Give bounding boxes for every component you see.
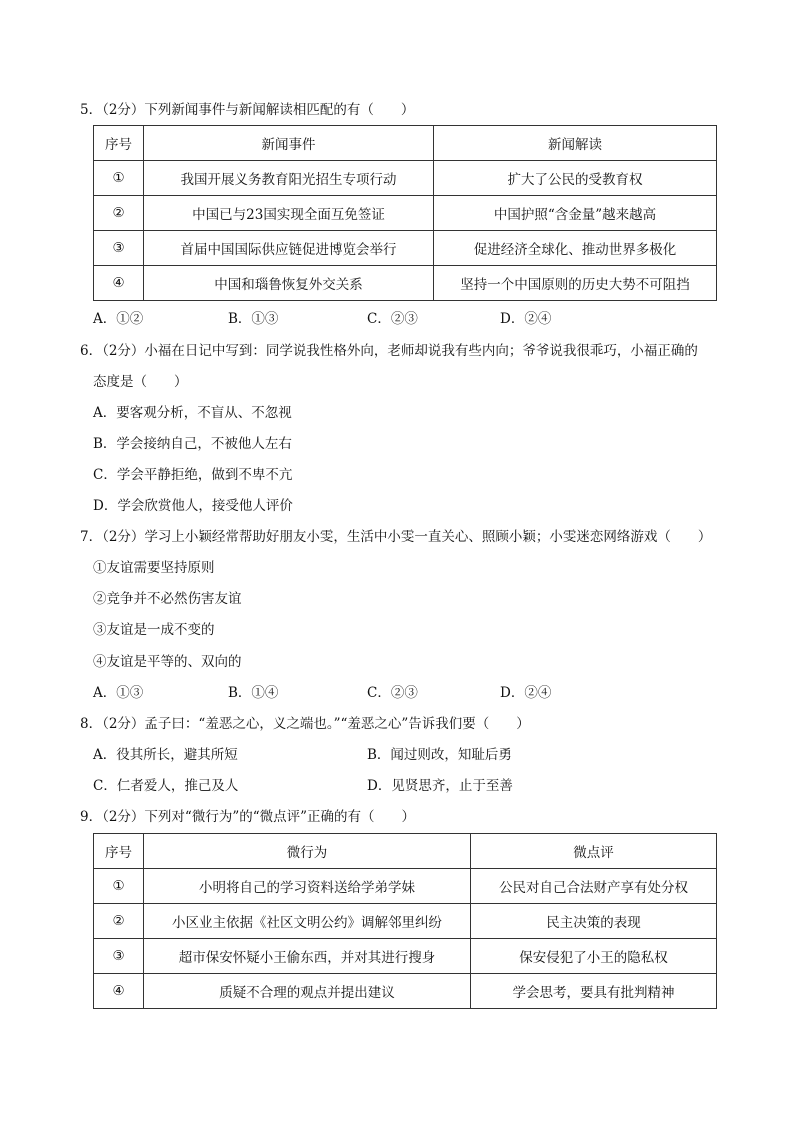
table-cell: ① — [94, 161, 144, 196]
table-cell: 质疑不合理的观点并提出建议 — [144, 974, 471, 1009]
header-cell: 序号 — [94, 834, 144, 869]
table-row — [94, 869, 717, 904]
header-cell: 新闻解读 — [434, 126, 717, 161]
q9-stem: 9．（2分）下列对“微行为”的“微点评”正确的有（ ） — [80, 809, 416, 825]
q7-statement: ②竞争并不必然伤害友谊 — [93, 591, 242, 607]
table-cell: 促进经济全球化、推动世界多极化 — [434, 231, 717, 266]
q6-stem-line1: 6．（2分）小福在日记中写到：同学说我性格外向，老师却说我有些内向；爷爷说我很乖巧，小福正确的 — [80, 343, 698, 359]
table-cell: ③ — [94, 231, 144, 266]
table-row — [94, 904, 717, 939]
table-cell: 中国护照“含金量”越来越高 — [434, 196, 717, 231]
table-row — [94, 161, 717, 196]
table-cell: ② — [94, 196, 144, 231]
q9-table — [93, 833, 717, 1009]
table-cell: 我国开展义务教育阳光招生专项行动 — [144, 161, 434, 196]
table-cell: 学会思考，要具有批判精神 — [471, 974, 717, 1009]
q7-option-b[interactable]: B．①④ — [228, 685, 279, 701]
q5-stem: 5．（2分）下列新闻事件与新闻解读相匹配的有（ ） — [80, 102, 415, 118]
table-header-row — [94, 834, 717, 869]
q6-option-b[interactable]: B．学会接纳自己，不被他人左右 — [93, 436, 292, 452]
q8-option-d[interactable]: D．见贤思齐，止于至善 — [367, 778, 513, 794]
q8-option-c[interactable]: C．仁者爱人，推己及人 — [93, 778, 239, 794]
q5-option-b[interactable]: B．①③ — [228, 311, 279, 327]
q7-option-a[interactable]: A．①③ — [93, 685, 144, 701]
q7-statement: ①友谊需要坚持原则 — [93, 560, 215, 576]
table-cell: 坚持一个中国原则的历史大势不可阻挡 — [434, 266, 717, 301]
table-cell: 民主决策的表现 — [471, 904, 717, 939]
q6-option-d[interactable]: D．学会欣赏他人，接受他人评价 — [93, 498, 293, 514]
table-row — [94, 974, 717, 1009]
q5-table — [93, 125, 717, 301]
header-cell: 新闻事件 — [144, 126, 434, 161]
q6-option-a[interactable]: A．要客观分析，不盲从、不忽视 — [93, 405, 292, 421]
table-cell: ④ — [94, 266, 144, 301]
table-row — [94, 231, 717, 266]
table-cell: 公民对自己合法财产享有处分权 — [471, 869, 717, 904]
q6-option-c[interactable]: C．学会平静拒绝，做到不卑不亢 — [93, 467, 293, 483]
q5-option-d[interactable]: D．②④ — [500, 311, 552, 327]
q5-option-a[interactable]: A．①② — [93, 311, 144, 327]
table-cell: 保安侵犯了小王的隐私权 — [471, 939, 717, 974]
table-cell: 小明将自己的学习资料送给学弟学妹 — [144, 869, 471, 904]
q7-statement: ③友谊是一成不变的 — [93, 622, 215, 638]
table-header-row — [94, 126, 717, 161]
table-cell: 中国和瑙鲁恢复外交关系 — [144, 266, 434, 301]
header-cell: 微点评 — [471, 834, 717, 869]
q8-option-b[interactable]: B．闻过则改，知耻后勇 — [367, 747, 512, 763]
table-cell: 小区业主依据《社区文明公约》调解邻里纠纷 — [144, 904, 471, 939]
table-cell: 首届中国国际供应链促进博览会举行 — [144, 231, 434, 266]
table-cell: ② — [94, 904, 144, 939]
table-cell: 中国已与23国实现全面互免签证 — [144, 196, 434, 231]
table-row — [94, 939, 717, 974]
table-cell: 扩大了公民的受教育权 — [434, 161, 717, 196]
header-cell: 微行为 — [144, 834, 471, 869]
q8-stem: 8．（2分）孟子曰：“羞恶之心，义之端也。”“羞恶之心”告诉我们要（ ） — [80, 716, 530, 732]
table-row — [94, 196, 717, 231]
q8-option-a[interactable]: A．役其所长，避其所短 — [93, 747, 238, 763]
header-cell: 序号 — [94, 126, 144, 161]
q7-option-c[interactable]: C．②③ — [367, 685, 418, 701]
table-cell: ① — [94, 869, 144, 904]
q7-stem: 7．（2分）学习上小颖经常帮助好朋友小雯，生活中小雯一直关心、照顾小颖；小雯迷恋网络游戏（ ） — [80, 529, 712, 545]
q5-option-c[interactable]: C．②③ — [367, 311, 418, 327]
table-cell: ④ — [94, 974, 144, 1009]
table-row — [94, 266, 717, 301]
q7-option-d[interactable]: D．②④ — [500, 685, 552, 701]
table-cell: 超市保安怀疑小王偷东西，并对其进行搜身 — [144, 939, 471, 974]
table-cell: ③ — [94, 939, 144, 974]
q6-stem-line2: 态度是（ ） — [93, 374, 188, 390]
q7-statement: ④友谊是平等的、双向的 — [93, 654, 242, 670]
